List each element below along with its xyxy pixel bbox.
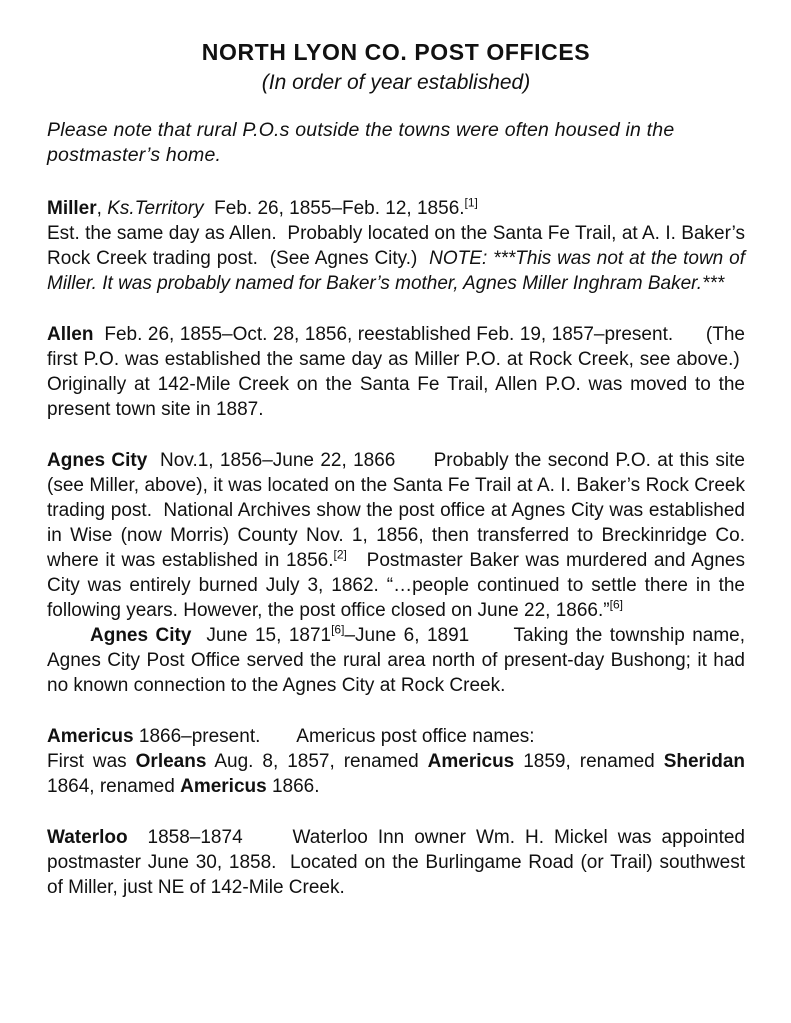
post-office-name: Allen xyxy=(47,324,94,345)
footnote-ref: [6] xyxy=(609,597,623,612)
post-office-name: Waterloo xyxy=(47,827,128,848)
post-office-name: Orleans xyxy=(135,751,207,772)
date-range: June 15, 1871 xyxy=(191,625,332,646)
intro-note: Please note that rural P.O.s outside the towns were often housed in the postmaster’s home. xyxy=(47,119,675,166)
post-office-name: Miller xyxy=(47,198,97,219)
note-run: NOTE: ***This was not at the town of Miller. It was probably named for Baker’s mother, Agnes Miller Inghram Baker.*** xyxy=(47,248,745,294)
entry-miller xyxy=(47,196,745,296)
entry-americus xyxy=(47,724,745,799)
text-run: Est. the same day as Allen. Probably located on the Santa Fe Trail, at A. I. Baker’s Rock Creek trading post. (See Agnes City.) xyxy=(47,223,745,269)
text-run: Nov.1, 1856–June 22, 1866 Probably the second P.O. at this site (see Miller, above), it was located on the Santa Fe Trail at A. I. Baker’s Rock Creek trading post. National Archives show the post office at Agnes City was established in Wise (now Morris) County Nov. 1, 1856, then transferred to Breckinridge Co. where it was established in 1856. xyxy=(47,450,745,571)
date-range: Feb. 26, 1855–Feb. 12, 1856. xyxy=(203,198,465,219)
post-office-name: Sheridan xyxy=(663,751,746,772)
text-run: 1858–1874 Waterloo Inn owner Wm. H. Mickel was appointed postmaster June 30, 1858. Located on the Burlingame Road (or Trail) southwest of Miller, just NE of 142-Mile Creek. xyxy=(47,827,745,898)
text-run: Feb. 26, 1855–Oct. 28, 1856, reestablished Feb. 19, 1857–present. (The first P.O. was established the same day as Miller P.O. at Rock Creek, see above.) Originally at 142-Mile Creek on the Santa Fe Trail, Allen P.O. was moved to the present town site in 1887. xyxy=(47,324,745,420)
text-run: 1864, renamed xyxy=(47,776,181,797)
footnote-ref: [2] xyxy=(333,547,347,562)
text-run: First was xyxy=(47,751,136,772)
text-run: , xyxy=(96,198,108,219)
territory-label: Ks.Territory xyxy=(107,198,204,219)
entry-agnes-city-1866 xyxy=(47,448,745,623)
text-run: –June 6, 1891 Taking the township name, Agnes City Post Office served the rural area north of present-day Bushong; it had no known connection to the Agnes City at Rock Creek. xyxy=(47,625,746,696)
post-office-name: Agnes City xyxy=(47,450,148,471)
footnote-ref: [1] xyxy=(464,195,478,210)
entry-agnes-city-1891 xyxy=(47,623,745,698)
footnote-ref: [6] xyxy=(331,622,345,637)
post-office-name: Americus xyxy=(47,726,134,747)
entry-allen xyxy=(47,322,745,422)
post-office-name: Americus xyxy=(180,776,267,797)
text-run: 1859, renamed xyxy=(514,751,664,772)
post-office-name: Agnes City xyxy=(90,625,192,646)
text-run: Aug. 8, 1857, renamed xyxy=(206,751,428,772)
entry-waterloo xyxy=(47,825,745,900)
text-run: 1866. xyxy=(266,776,320,797)
post-office-name: Americus xyxy=(427,751,515,772)
page-subtitle: (In order of year established) xyxy=(261,71,531,94)
text-run: Postmaster Baker was murdered and Agnes City was entirely burned July 3, 1862. “…people continued to settle there in the following years. However, the post office closed on June 22, 1866.” xyxy=(47,550,745,621)
text-run: 1866–present. Americus post office names: xyxy=(133,726,535,747)
page-title: NORTH LYON CO. POST OFFICES xyxy=(201,39,591,65)
